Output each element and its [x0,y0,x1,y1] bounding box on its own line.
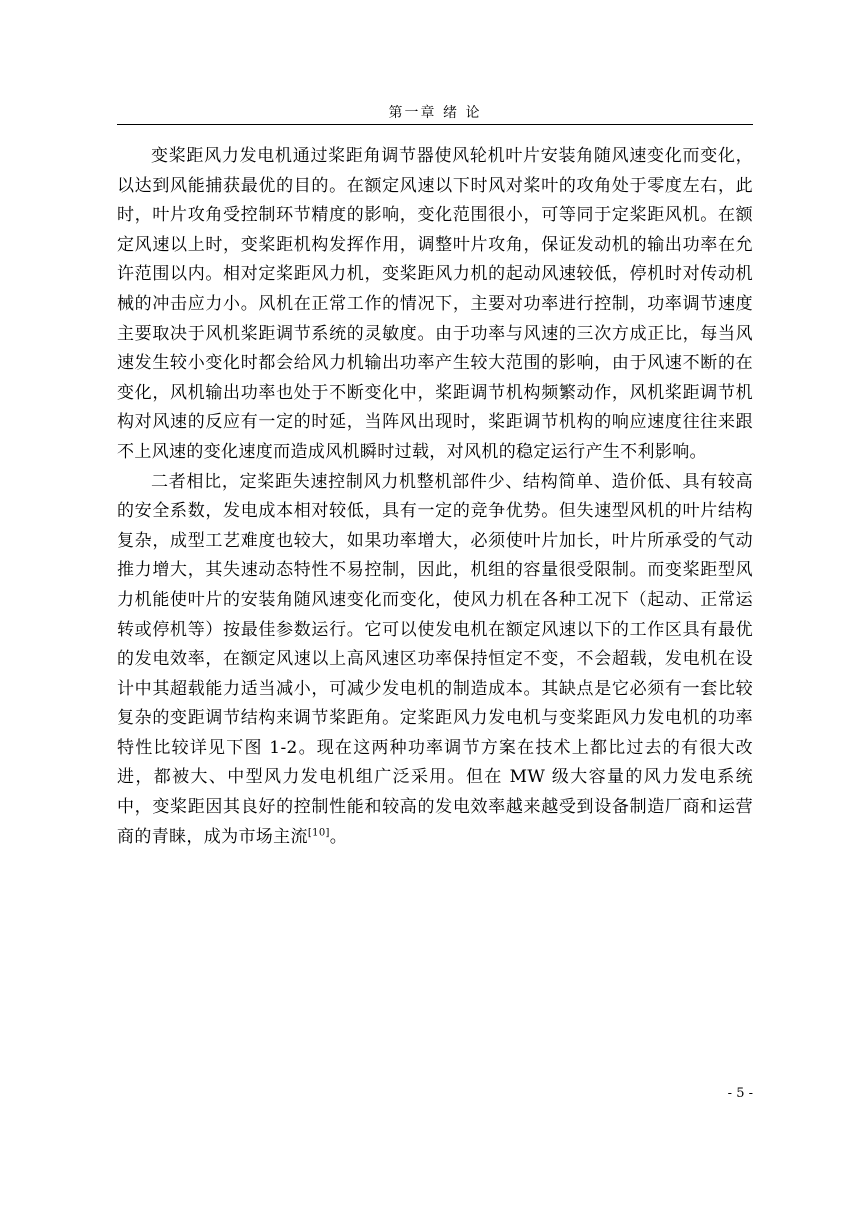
citation[interactable]: [10] [307,827,330,838]
body-text [117,142,753,852]
paragraph [117,142,753,468]
header-rule [117,124,753,125]
paragraph-text: 二者相比，定桨距失速控制风力机整机部件少、结构简单、造价低、具有较高的安全系数，发电成本相对较低，具有一定的竞争优势。但失速型风机的叶片结构复杂，成型工艺难度也较大，如果功率增大，必须使叶片加长，叶片所承受的气动推力增大，其失速动态特性不易控制，因此，机组的容量很受限制。而变桨距型风力机能使叶片的安装角随风速变化而变化，使风力机在各种工况下（起动、正常运转或停机等）按最佳参数运行。它可以使发电机在额定风速以下的工作区具有最优的发电效率，在额定风速以上高风速区功率保持恒定不变，不会超载，发电机在设计中其超载能力适当减小，可减少发电机的制造成本。其缺点是它必须有一套比较复杂的变距调节结构来调节桨距角。定桨距风力发电机与变桨距风力发电机的功率特性比较详见下图 1-2。现在这两种功率调节方案在技术上都比过去的有很大改进，都被大、中型风力发电机组广泛采用。但在 MW 级大容量的风力发电系统中，变桨距因其良好的控制性能和较高的发电效率越来越受到设备制造厂商和运营商的青睐，成为市场主流 [117,471,753,847]
paragraph [117,468,753,853]
page-header: 第一章 绪 论 [388,105,482,121]
page-number: - 5 - [727,1086,753,1101]
paragraph-text: 变桨距风力发电机通过桨距角调节器使风轮机叶片安装角随风速变化而变化，以达到风能捕获最优的目的。在额定风速以下时风对桨叶的攻角处于零度左右，此时，叶片攻角受控制环节精度的影响，变化范围很小，可等同于定桨距风机。在额定风速以上时，变桨距机构发挥作用，调整叶片攻角，保证发动机的输出功率在允许范围以内。相对定桨距风力机，变桨距风力机的起动风速较低，停机时对传动机械的冲击应力小。风机在正常工作的情况下，主要对功率进行控制，功率调节速度主要取决于风机桨距调节系统的灵敏度。由于功率与风速的三次方成正比，每当风速发生较小变化时都会给风力机输出功率产生较大范围的影响，由于风速不断的在变化，风机输出功率也处于不断变化中，桨距调节机构频繁动作，风机桨距调节机构对风速的反应有一定的时延，当阵风出现时，桨距调节机构的响应速度往往来跟不上风速的变化速度而造成风机瞬时过载，对风机的稳定运行产生不利影响。 [117,146,753,462]
paragraph-end: 。 [329,826,348,847]
